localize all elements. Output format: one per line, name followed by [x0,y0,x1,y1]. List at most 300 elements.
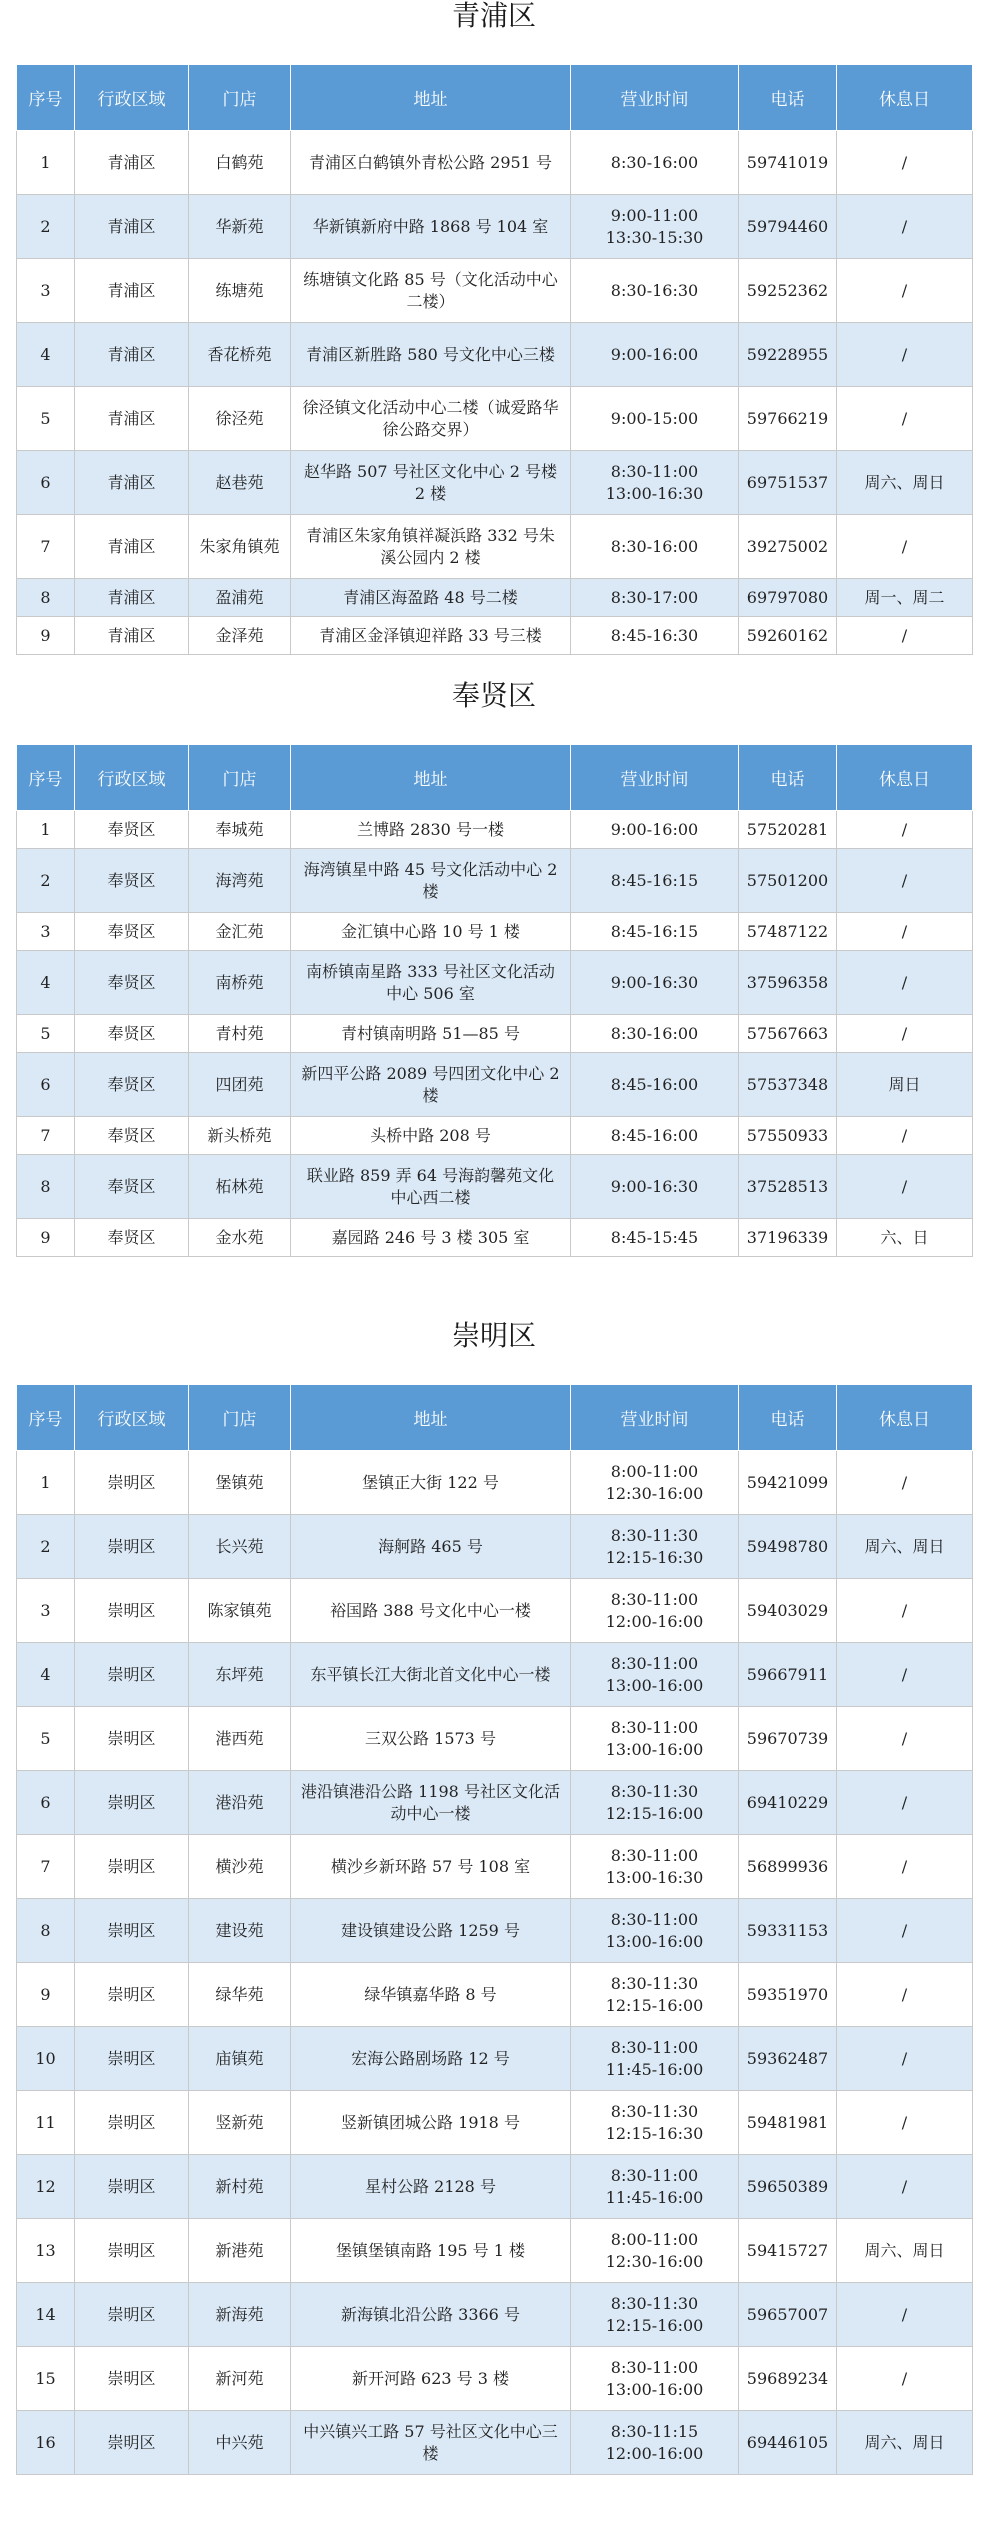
cell-address: 中兴镇兴工路 57 号社区文化中心三楼 [291,2411,571,2475]
cell-address: 青浦区新胜路 580 号文化中心三楼 [291,323,571,387]
cell-hours [571,323,739,387]
column-header-rest-day: 休息日 [837,65,973,131]
cell-seq-no: 6 [17,451,75,515]
cell-hours [571,1451,739,1515]
hours-line: 8:30-11:00 [610,2357,699,2377]
cell-rest-day: / [837,1117,973,1155]
cell-seq-no: 3 [17,913,75,951]
cell-store: 新海苑 [189,2283,291,2347]
hours-line: 12:30-16:00 [605,1483,704,1503]
cell-seq-no: 8 [17,1899,75,1963]
cell-district: 青浦区 [75,617,189,655]
hours-line: 8:30-16:00 [610,152,699,172]
cell-hours [571,951,739,1015]
cell-address: 裕国路 388 号文化中心一楼 [291,1579,571,1643]
cell-district: 青浦区 [75,259,189,323]
cell-rest-day: / [837,2283,973,2347]
cell-store: 新河苑 [189,2347,291,2411]
cell-hours [571,1579,739,1643]
column-header-rest-day: 休息日 [837,745,973,811]
cell-district: 奉贤区 [75,811,189,849]
hours-line: 13:30-15:30 [605,227,704,247]
hours-line: 8:30-11:00 [610,2165,699,2185]
cell-address: 海湾镇星中路 45 号文化活动中心 2 楼 [291,849,571,913]
cell-rest-day: / [837,811,973,849]
cell-store: 新村苑 [189,2155,291,2219]
cell-address: 绿华镇嘉华路 8 号 [291,1963,571,2027]
hours-line: 9:00-16:00 [610,344,699,364]
table-row [17,2155,973,2219]
cell-rest-day: 周六、周日 [837,451,973,515]
column-header-phone: 电话 [739,65,837,131]
cell-district: 青浦区 [75,579,189,617]
cell-district: 奉贤区 [75,1117,189,1155]
column-header-hours: 营业时间 [571,1385,739,1451]
cell-phone: 59403029 [739,1579,837,1643]
table-header-row [17,745,973,811]
cell-rest-day: / [837,1707,973,1771]
cell-address: 青村镇南明路 51—85 号 [291,1015,571,1053]
hours-line: 8:30-11:00 [610,1909,699,1929]
hours-line: 8:30-11:30 [610,1525,699,1545]
cell-seq-no: 2 [17,1515,75,1579]
cell-rest-day: 六、日 [837,1219,973,1257]
cell-district: 崇明区 [75,1835,189,1899]
cell-phone: 69446105 [739,2411,837,2475]
cell-store: 徐泾苑 [189,387,291,451]
cell-phone: 69797080 [739,579,837,617]
cell-district: 崇明区 [75,2411,189,2475]
hours-line: 12:00-16:00 [605,1611,704,1631]
cell-hours [571,387,739,451]
cell-address: 横沙乡新环路 57 号 108 室 [291,1835,571,1899]
cell-store: 陈家镇苑 [189,1579,291,1643]
cell-district: 崇明区 [75,1451,189,1515]
cell-district: 青浦区 [75,515,189,579]
hours-line: 8:30-11:00 [610,2037,699,2057]
cell-hours [571,2027,739,2091]
cell-rest-day: / [837,131,973,195]
hours-line: 12:15-16:00 [605,1803,704,1823]
table-row [17,323,973,387]
cell-phone: 59415727 [739,2219,837,2283]
table-row [17,1835,973,1899]
cell-address: 练塘镇文化路 85 号（文化活动中心二楼） [291,259,571,323]
column-header-rest-day: 休息日 [837,1385,973,1451]
cell-address: 星村公路 2128 号 [291,2155,571,2219]
table-row [17,2027,973,2091]
cell-store: 东坪苑 [189,1643,291,1707]
table-row [17,811,973,849]
cell-store: 柘林苑 [189,1155,291,1219]
cell-seq-no: 9 [17,1963,75,2027]
table-row [17,1155,973,1219]
cell-seq-no: 13 [17,2219,75,2283]
cell-rest-day: / [837,1835,973,1899]
cell-address: 新四平公路 2089 号四团文化中心 2 楼 [291,1053,571,1117]
cell-district: 崇明区 [75,1643,189,1707]
hours-line: 12:00-16:00 [605,2443,704,2463]
hours-line: 12:30-16:00 [605,2251,704,2271]
cell-seq-no: 11 [17,2091,75,2155]
column-header-address: 地址 [291,1385,571,1451]
cell-hours [571,1707,739,1771]
cell-phone: 59260162 [739,617,837,655]
table-row [17,1899,973,1963]
cell-address: 嘉园路 246 号 3 楼 305 室 [291,1219,571,1257]
cell-rest-day: / [837,1451,973,1515]
cell-store: 四团苑 [189,1053,291,1117]
cell-address: 海舸路 465 号 [291,1515,571,1579]
cell-store: 堡镇苑 [189,1451,291,1515]
cell-store: 赵巷苑 [189,451,291,515]
cell-seq-no: 1 [17,811,75,849]
cell-rest-day: / [837,2091,973,2155]
cell-phone: 59252362 [739,259,837,323]
cell-seq-no: 1 [17,131,75,195]
cell-store: 绿华苑 [189,1963,291,2027]
cell-address: 华新镇新府中路 1868 号 104 室 [291,195,571,259]
cell-phone: 59667911 [739,1643,837,1707]
cell-hours [571,1053,739,1117]
table-row [17,2283,973,2347]
cell-rest-day: / [837,2027,973,2091]
section-title: 崇明区 [451,1319,536,1352]
cell-phone: 59362487 [739,2027,837,2091]
table-row [17,387,973,451]
cell-hours [571,2091,739,2155]
cell-address: 港沿镇港沿公路 1198 号社区文化活动中心一楼 [291,1771,571,1835]
cell-phone: 57550933 [739,1117,837,1155]
table-row [17,913,973,951]
table-row [17,1117,973,1155]
table-header-row [17,1385,973,1451]
table-row [17,1015,973,1053]
hours-line: 13:00-16:30 [605,483,704,503]
cell-seq-no: 4 [17,1643,75,1707]
store-table [16,1384,973,2475]
cell-rest-day: / [837,617,973,655]
cell-phone: 59741019 [739,131,837,195]
cell-store: 庙镇苑 [189,2027,291,2091]
cell-district: 奉贤区 [75,849,189,913]
table-row [17,1707,973,1771]
cell-rest-day: 周六、周日 [837,1515,973,1579]
hours-line: 8:00-11:00 [610,2229,699,2249]
cell-seq-no: 7 [17,1117,75,1155]
cell-district: 崇明区 [75,2347,189,2411]
hours-line: 8:30-16:00 [610,1023,699,1043]
cell-address: 青浦区朱家角镇祥凝浜路 332 号朱溪公园内 2 楼 [291,515,571,579]
store-table [16,744,973,1257]
column-header-seq-no: 序号 [17,65,75,131]
hours-line: 11:45-16:00 [605,2059,704,2079]
cell-address: 东平镇长江大街北首文化中心一楼 [291,1643,571,1707]
column-header-store: 门店 [189,745,291,811]
cell-rest-day: / [837,2347,973,2411]
cell-phone: 56899936 [739,1835,837,1899]
cell-hours [571,1155,739,1219]
table-row [17,2219,973,2283]
cell-district: 青浦区 [75,387,189,451]
hours-line: 9:00-16:00 [610,819,699,839]
hours-line: 8:45-16:15 [610,921,699,941]
cell-district: 青浦区 [75,195,189,259]
cell-store: 中兴苑 [189,2411,291,2475]
cell-store: 金泽苑 [189,617,291,655]
cell-district: 崇明区 [75,1899,189,1963]
cell-address: 头桥中路 208 号 [291,1117,571,1155]
hours-line: 12:15-16:30 [605,2123,704,2143]
cell-seq-no: 6 [17,1053,75,1117]
table-row [17,1963,973,2027]
cell-phone: 59794460 [739,195,837,259]
cell-store: 横沙苑 [189,1835,291,1899]
cell-hours [571,1899,739,1963]
cell-address: 三双公路 1573 号 [291,1707,571,1771]
cell-district: 崇明区 [75,2027,189,2091]
table-row [17,1643,973,1707]
hours-line: 11:45-16:00 [605,2187,704,2207]
table-row [17,259,973,323]
cell-seq-no: 4 [17,951,75,1015]
cell-phone: 37596358 [739,951,837,1015]
section-title: 青浦区 [451,0,536,32]
hours-line: 9:00-16:30 [610,972,699,992]
cell-store: 竖新苑 [189,2091,291,2155]
cell-store: 香花桥苑 [189,323,291,387]
cell-store: 朱家角镇苑 [189,515,291,579]
column-header-store: 门店 [189,65,291,131]
column-header-address: 地址 [291,65,571,131]
table-row [17,515,973,579]
cell-district: 奉贤区 [75,951,189,1015]
table-row [17,195,973,259]
cell-rest-day: / [837,1899,973,1963]
hours-line: 8:30-11:15 [610,2421,699,2441]
cell-rest-day: / [837,1963,973,2027]
cell-rest-day: / [837,1771,973,1835]
column-header-phone: 电话 [739,745,837,811]
cell-phone: 59766219 [739,387,837,451]
cell-rest-day: / [837,387,973,451]
cell-hours [571,259,739,323]
hours-line: 8:30-16:00 [610,536,699,556]
cell-district: 崇明区 [75,1515,189,1579]
cell-rest-day: / [837,2155,973,2219]
cell-phone: 57520281 [739,811,837,849]
cell-hours [571,451,739,515]
cell-district: 崇明区 [75,1579,189,1643]
cell-rest-day: 周六、周日 [837,2219,973,2283]
hours-line: 13:00-16:00 [605,2379,704,2399]
cell-district: 青浦区 [75,131,189,195]
hours-line: 8:45-16:00 [610,1125,699,1145]
table-row [17,2411,973,2475]
cell-seq-no: 5 [17,387,75,451]
cell-phone: 57567663 [739,1015,837,1053]
hours-line: 8:30-11:30 [610,1973,699,1993]
hours-line: 8:30-11:00 [610,1653,699,1673]
cell-address: 赵华路 507 号社区文化中心 2 号楼 2 楼 [291,451,571,515]
table-row [17,1053,973,1117]
cell-store: 盈浦苑 [189,579,291,617]
cell-district: 青浦区 [75,451,189,515]
cell-district: 奉贤区 [75,913,189,951]
cell-address: 新海镇北沿公路 3366 号 [291,2283,571,2347]
cell-phone: 57487122 [739,913,837,951]
cell-seq-no: 5 [17,1015,75,1053]
cell-address: 堡镇堡镇南路 195 号 1 楼 [291,2219,571,2283]
cell-address: 联业路 859 弄 64 号海韵馨苑文化中心西二楼 [291,1155,571,1219]
table-row [17,1771,973,1835]
cell-seq-no: 8 [17,1155,75,1219]
hours-line: 8:30-11:30 [610,2293,699,2313]
cell-rest-day: / [837,1643,973,1707]
cell-rest-day: / [837,951,973,1015]
cell-store: 奉城苑 [189,811,291,849]
cell-district: 崇明区 [75,1963,189,2027]
cell-seq-no: 7 [17,515,75,579]
column-header-seq-no: 序号 [17,745,75,811]
cell-seq-no: 15 [17,2347,75,2411]
section-title: 奉贤区 [451,679,536,712]
cell-phone: 59351970 [739,1963,837,2027]
cell-phone: 37528513 [739,1155,837,1219]
cell-seq-no: 10 [17,2027,75,2091]
cell-phone: 59228955 [739,323,837,387]
cell-rest-day: 周六、周日 [837,2411,973,2475]
table-row [17,579,973,617]
cell-phone: 59689234 [739,2347,837,2411]
cell-rest-day: / [837,1015,973,1053]
cell-hours [571,2347,739,2411]
cell-store: 海湾苑 [189,849,291,913]
table-row [17,617,973,655]
cell-rest-day: / [837,195,973,259]
cell-hours [571,1835,739,1899]
table-row [17,1451,973,1515]
cell-hours [571,811,739,849]
cell-seq-no: 6 [17,1771,75,1835]
cell-store: 华新苑 [189,195,291,259]
table-row [17,849,973,913]
cell-district: 崇明区 [75,1707,189,1771]
cell-rest-day: 周日 [837,1053,973,1117]
cell-phone: 37196339 [739,1219,837,1257]
cell-address: 竖新镇团城公路 1918 号 [291,2091,571,2155]
cell-hours [571,849,739,913]
hours-line: 9:00-11:00 [610,205,699,225]
hours-line: 8:30-11:30 [610,2101,699,2121]
cell-store: 金水苑 [189,1219,291,1257]
cell-rest-day: / [837,1579,973,1643]
hours-line: 9:00-16:30 [610,1176,699,1196]
cell-district: 崇明区 [75,2155,189,2219]
cell-hours [571,515,739,579]
cell-phone: 59650389 [739,2155,837,2219]
cell-hours [571,1015,739,1053]
cell-address: 南桥镇南星路 333 号社区文化活动中心 506 室 [291,951,571,1015]
table-row [17,1219,973,1257]
table-row [17,451,973,515]
cell-hours [571,1643,739,1707]
cell-address: 堡镇正大街 122 号 [291,1451,571,1515]
hours-line: 8:30-17:00 [610,587,699,607]
cell-rest-day: / [837,323,973,387]
cell-address: 青浦区海盈路 48 号二楼 [291,579,571,617]
hours-line: 12:15-16:00 [605,1995,704,2015]
column-header-phone: 电话 [739,1385,837,1451]
cell-rest-day: / [837,913,973,951]
cell-store: 长兴苑 [189,1515,291,1579]
table-header-row [17,65,973,131]
hours-line: 8:45-15:45 [610,1227,699,1247]
cell-district: 崇明区 [75,2219,189,2283]
column-header-seq-no: 序号 [17,1385,75,1451]
hours-line: 8:30-11:30 [610,1781,699,1801]
hours-line: 13:00-16:30 [605,1867,704,1887]
cell-district: 崇明区 [75,2283,189,2347]
cell-address: 宏海公路剧场路 12 号 [291,2027,571,2091]
table-row [17,951,973,1015]
column-header-hours: 营业时间 [571,65,739,131]
cell-store: 金汇苑 [189,913,291,951]
cell-seq-no: 12 [17,2155,75,2219]
cell-phone: 57501200 [739,849,837,913]
hours-line: 8:45-16:30 [610,625,699,645]
cell-district: 奉贤区 [75,1015,189,1053]
cell-store: 港西苑 [189,1707,291,1771]
cell-hours [571,195,739,259]
hours-line: 12:15-16:00 [605,2315,704,2335]
cell-hours [571,2411,739,2475]
cell-phone: 59670739 [739,1707,837,1771]
cell-seq-no: 9 [17,617,75,655]
hours-line: 8:30-11:00 [610,1845,699,1865]
cell-hours [571,617,739,655]
hours-line: 8:30-11:00 [610,461,699,481]
cell-seq-no: 2 [17,849,75,913]
cell-seq-no: 8 [17,579,75,617]
cell-hours [571,2155,739,2219]
cell-hours [571,1219,739,1257]
cell-hours [571,2283,739,2347]
table-row [17,1515,973,1579]
hours-line: 8:30-11:00 [610,1717,699,1737]
cell-seq-no: 14 [17,2283,75,2347]
cell-district: 崇明区 [75,1771,189,1835]
cell-store: 新头桥苑 [189,1117,291,1155]
cell-hours [571,579,739,617]
hours-line: 13:00-16:00 [605,1739,704,1759]
cell-store: 练塘苑 [189,259,291,323]
cell-phone: 57537348 [739,1053,837,1117]
cell-store: 白鹤苑 [189,131,291,195]
cell-district: 崇明区 [75,2091,189,2155]
cell-address: 新开河路 623 号 3 楼 [291,2347,571,2411]
cell-rest-day: / [837,1155,973,1219]
cell-seq-no: 1 [17,1451,75,1515]
cell-phone: 39275002 [739,515,837,579]
cell-hours [571,1117,739,1155]
cell-hours [571,131,739,195]
cell-district: 奉贤区 [75,1219,189,1257]
cell-seq-no: 2 [17,195,75,259]
cell-rest-day: / [837,259,973,323]
cell-seq-no: 9 [17,1219,75,1257]
cell-district: 奉贤区 [75,1053,189,1117]
